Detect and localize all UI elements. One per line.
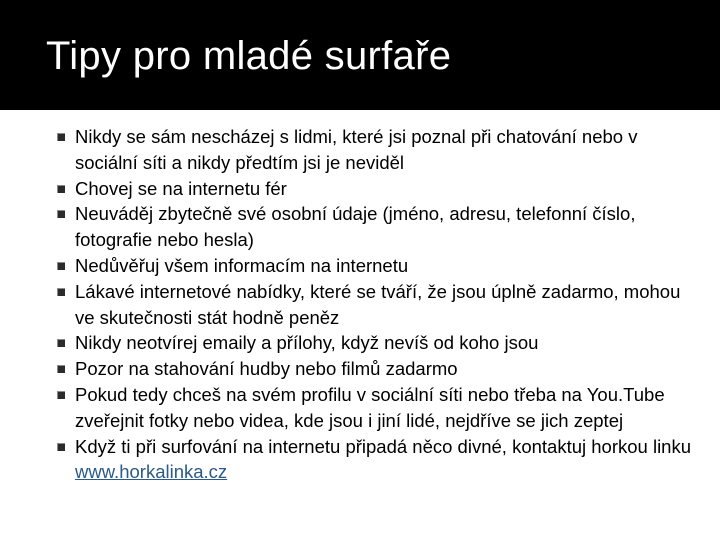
bullet-list xyxy=(0,124,720,485)
bullet-text: Nedůvěřuj všem informacím na internetu xyxy=(75,254,409,276)
list-item xyxy=(0,434,720,486)
square-bullet-icon xyxy=(57,339,65,347)
bullet-text: Chovej se na internetu fér xyxy=(75,177,287,199)
square-bullet-icon xyxy=(57,133,65,141)
slide-title: Tipy pro mladé surfaře xyxy=(46,34,452,78)
list-item xyxy=(0,382,720,434)
title-band xyxy=(0,0,720,110)
title-divider xyxy=(0,110,720,114)
bullet-text: Neuváděj zbytečně své osobní údaje (jméno, adresu, telefonní číslo, fotografie nebo hesla) xyxy=(75,203,636,251)
bullet-text: Nikdy neotvírej emaily a přílohy, když nevíš od koho jsou xyxy=(75,332,539,354)
bullet-text: Nikdy se sám nescházej s lidmi, které jsi poznal při chatování nebo v sociální síti a nikdy předtím jsi je neviděl xyxy=(75,126,638,173)
square-bullet-icon xyxy=(57,185,65,193)
bullet-text: Když ti při surfování na internetu připadá něco divné, kontaktuj horkou linku xyxy=(75,435,692,457)
list-item xyxy=(0,356,720,382)
list-item xyxy=(0,330,720,356)
square-bullet-icon xyxy=(57,443,65,451)
bullet-text: Pokud tedy chceš na svém profilu v sociální síti nebo třeba na You.Tube zveřejnit fotky nebo videa, kde jsou i jiní lidé, nejdříve se jich zeptej xyxy=(75,383,665,431)
bullet-text: Pozor na stahování hudby nebo filmů zadarmo xyxy=(75,358,458,380)
square-bullet-icon xyxy=(57,365,65,373)
list-item xyxy=(0,124,720,176)
square-bullet-icon xyxy=(57,288,65,296)
list-item xyxy=(0,176,720,202)
list-item xyxy=(0,279,720,331)
square-bullet-icon xyxy=(57,391,65,399)
list-item xyxy=(0,201,720,253)
square-bullet-icon xyxy=(57,262,65,270)
list-item xyxy=(0,253,720,279)
bullet-text: Lákavé internetové nabídky, které se tváří, že jsou úplně zadarmo, mohou ve skutečnosti stát hodně peněz xyxy=(75,280,681,328)
square-bullet-icon xyxy=(57,210,65,218)
horkalinka-link[interactable]: www.horkalinka.cz xyxy=(75,461,228,483)
